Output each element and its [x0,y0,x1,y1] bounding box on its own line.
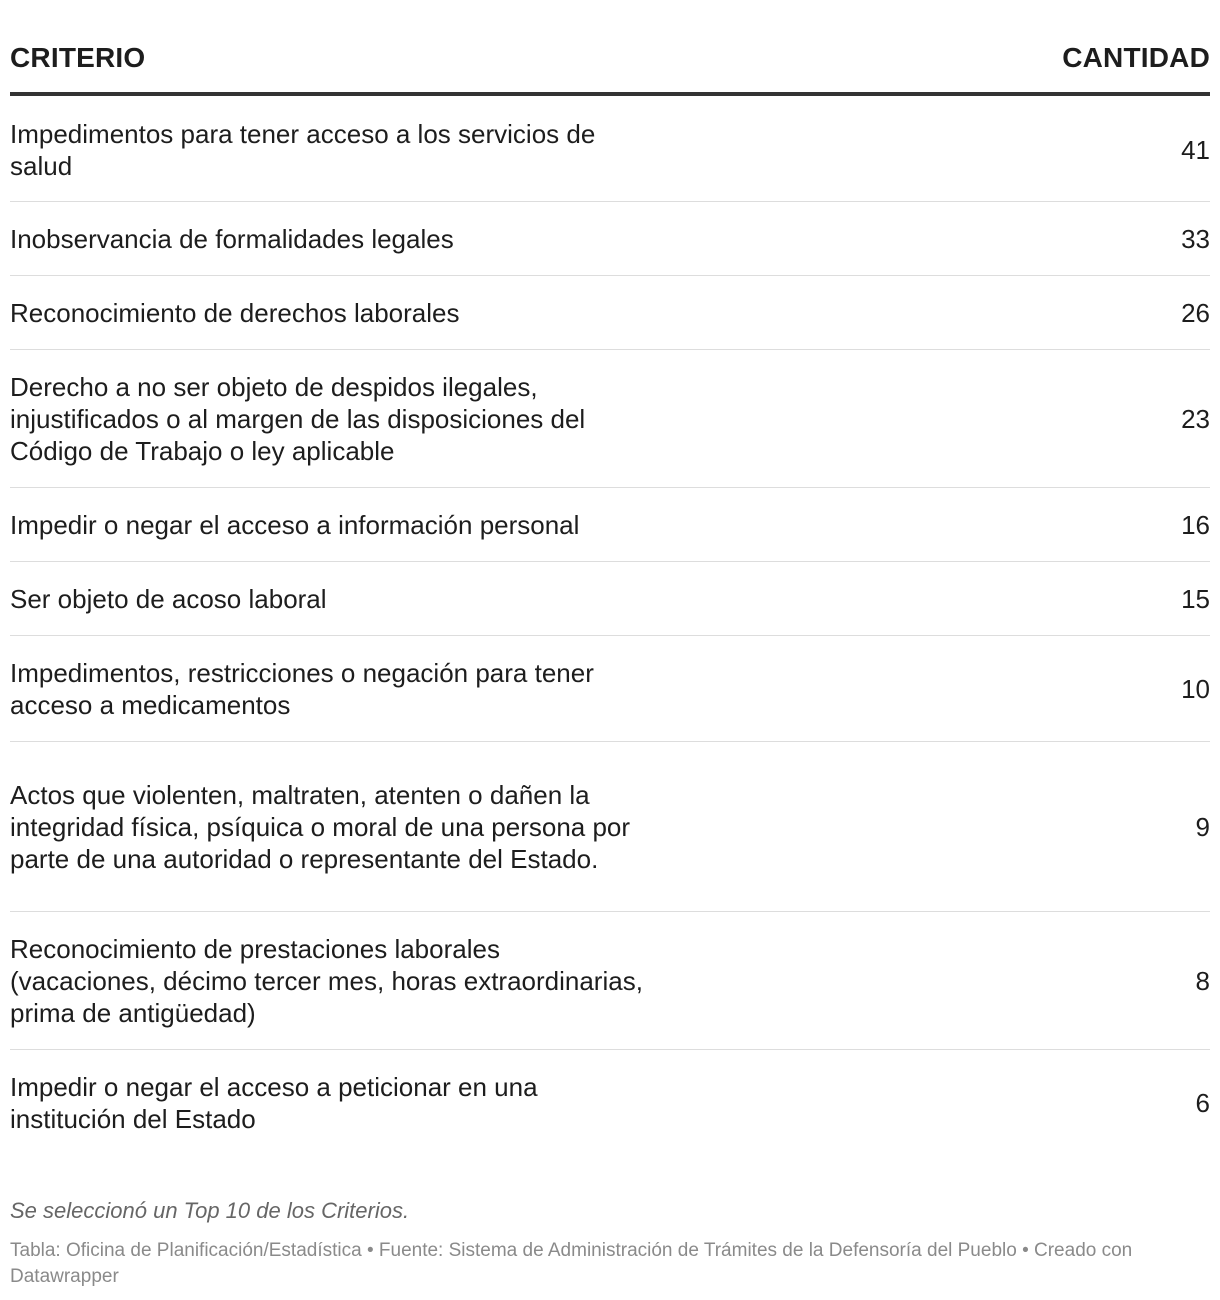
table-row [10,276,1210,350]
cell-criterio: Reconocimiento de derechos laborales [10,297,460,328]
table-row [10,742,1210,912]
cell-cantidad: 16 [1181,509,1210,540]
table-row [10,488,1210,562]
table-row [10,912,1210,1050]
cell-criterio: Inobservancia de formalidades legales [10,223,454,254]
column-header-criterio[interactable]: CRITERIO [10,42,146,73]
table-row [10,96,1210,202]
cell-criterio: Actos que violenten, maltraten, atenten o dañen la integridad física, psíquica o moral de una persona por parte de una autoridad o representante del Estado. [10,779,631,874]
table-body [10,96,1210,1156]
cell-criterio: Ser objeto de acoso laboral [10,583,327,614]
cell-cantidad: 15 [1181,583,1210,614]
cell-criterio: Impedimentos, restricciones o negación para tener acceso a medicamentos [10,657,594,720]
table-header [10,44,1210,96]
table-row [10,350,1210,488]
cell-cantidad: 33 [1181,223,1210,254]
cell-cantidad: 26 [1181,297,1210,328]
cell-criterio: Derecho a no ser objeto de despidos ilegales, injustificados o al margen de las disposiciones del Código de Trabajo o ley aplicable [10,371,586,466]
table-row [10,1050,1210,1156]
cell-cantidad: 41 [1181,134,1210,165]
cell-cantidad: 6 [1195,1088,1210,1118]
cell-cantidad: 10 [1181,673,1210,704]
cell-criterio: Impedir o negar el acceso a peticionar en una institución del Estado [10,1072,538,1134]
cell-criterio: Impedir o negar el acceso a información personal [10,509,580,540]
table-row [10,202,1210,276]
table-footer: Tabla: Oficina de Planificación/Estadística • Fuente: Sistema de Administración de Trámites de la Defensoría del Pueblo • Creado con Datawrapper [10,1240,1133,1287]
table-row [10,636,1210,742]
cell-cantidad: 9 [1195,811,1210,842]
cell-criterio: Reconocimiento de prestaciones laborales (vacaciones, décimo tercer mes, horas extraordinarias, prima de antigüedad) [10,933,643,1028]
table-notes: Se seleccionó un Top 10 de los Criterios. [10,1198,410,1223]
table-row [10,562,1210,636]
data-table [10,0,1210,1287]
column-header-cantidad[interactable]: CANTIDAD [1062,42,1210,73]
cell-criterio: Impedimentos para tener acceso a los servicios de salud [10,118,596,181]
cell-cantidad: 8 [1195,965,1210,996]
cell-cantidad: 23 [1181,403,1210,434]
